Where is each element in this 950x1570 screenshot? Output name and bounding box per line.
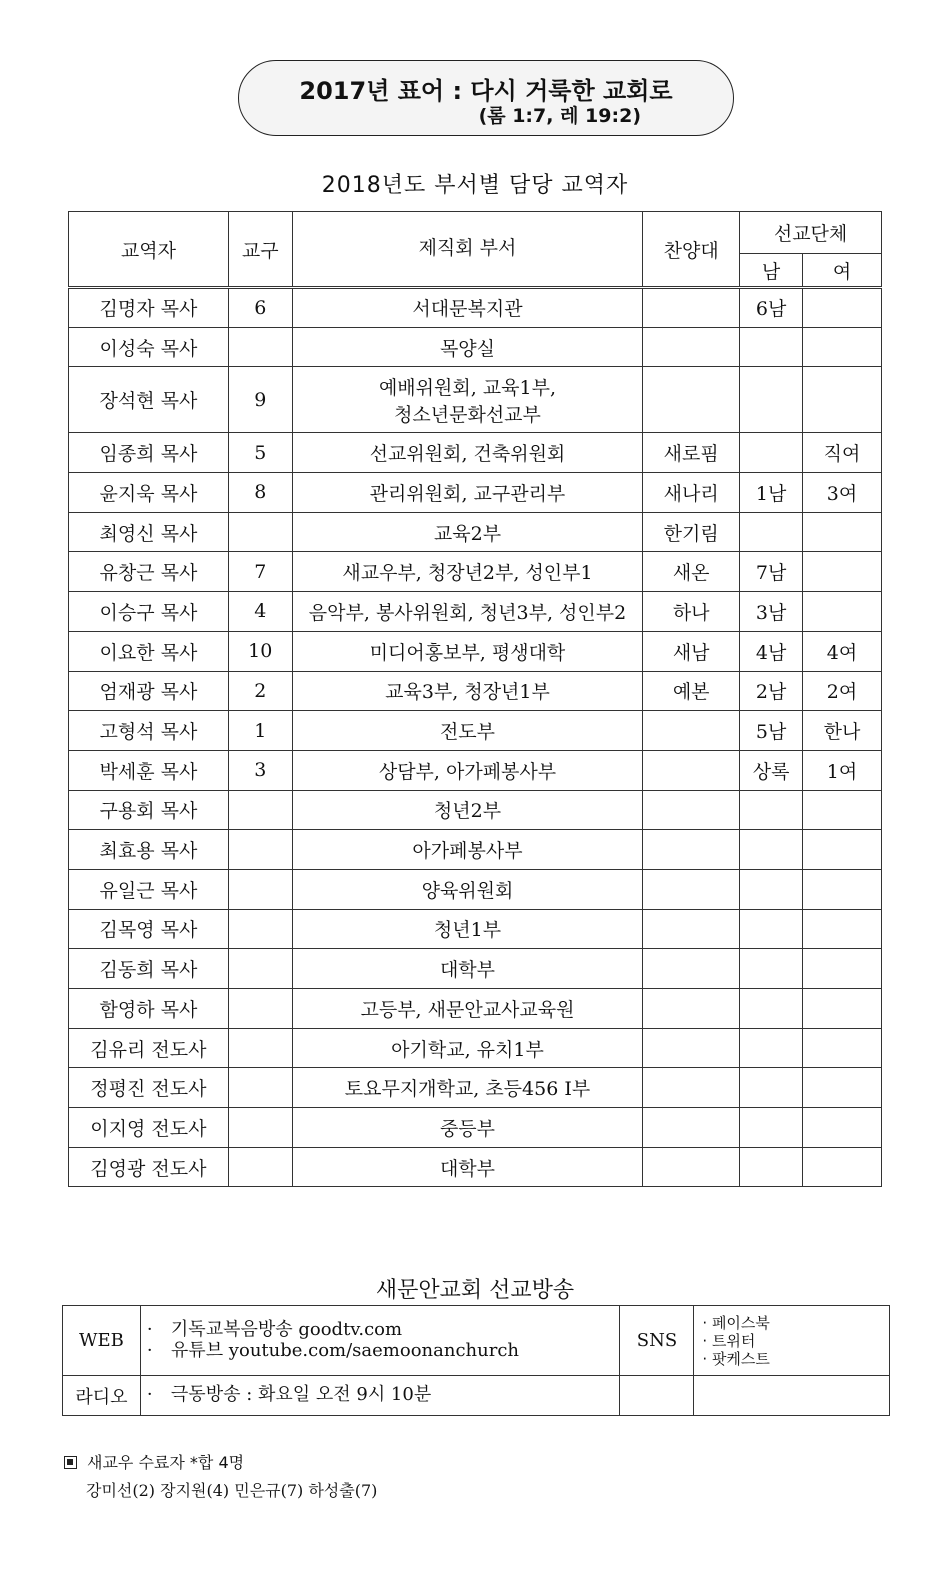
broadcast-radio-row [63, 1376, 890, 1416]
note-names: 강미선(2) 장지원(4) 민은규(7) 하성출(7) [86, 1481, 378, 1500]
female-cell [803, 592, 882, 632]
female-cell [803, 790, 882, 830]
district-cell: 10 [228, 631, 292, 671]
table-row [69, 989, 882, 1029]
district-cell: 1 [228, 711, 292, 751]
header-district: 교구 [228, 212, 292, 288]
department-cell [292, 367, 643, 433]
motto-banner [238, 60, 734, 136]
department-cell: 관리위원회, 교구관리부 [292, 473, 643, 513]
district-cell [228, 1028, 292, 1068]
table-row [69, 433, 882, 473]
male-cell: 상록 [740, 750, 803, 790]
minister-name: 임종희 목사 [69, 433, 229, 473]
table-row [69, 711, 882, 751]
male-cell [740, 327, 803, 367]
district-cell [228, 1068, 292, 1108]
female-cell [803, 367, 882, 433]
male-cell [740, 949, 803, 989]
table-row [69, 949, 882, 989]
table-row [69, 512, 882, 552]
choir-cell: 하나 [643, 592, 740, 632]
table-row [69, 671, 882, 711]
choir-cell [643, 750, 740, 790]
empty-cell [620, 1376, 694, 1416]
table-row [69, 1028, 882, 1068]
minister-name: 김유리 전도사 [69, 1028, 229, 1068]
choir-cell [643, 949, 740, 989]
male-cell: 6남 [740, 288, 803, 328]
choir-cell [643, 909, 740, 949]
department-cell: 청년2부 [292, 790, 643, 830]
department-cell: 청년1부 [292, 909, 643, 949]
sns-label: SNS [620, 1306, 694, 1376]
district-cell: 4 [228, 592, 292, 632]
district-cell [228, 327, 292, 367]
choir-cell: 새나리 [643, 473, 740, 513]
choir-cell: 새로핌 [643, 433, 740, 473]
female-cell [803, 1028, 882, 1068]
choir-cell [643, 711, 740, 751]
new-member-note [64, 1450, 244, 1473]
choir-cell [643, 288, 740, 328]
male-cell [740, 367, 803, 433]
header-male: 남 [740, 254, 803, 288]
department-cell: 대학부 [292, 949, 643, 989]
choir-cell [643, 790, 740, 830]
department-cell: 아가페봉사부 [292, 830, 643, 870]
broadcast-web-row [63, 1306, 890, 1376]
motto-text: 2017년 표어 : 다시 거룩한 교회로 [299, 77, 673, 105]
male-cell [740, 830, 803, 870]
department-cell: 서대문복지관 [292, 288, 643, 328]
female-cell [803, 552, 882, 592]
district-cell: 3 [228, 750, 292, 790]
department-line-1: 예배위원회, 교육1부, [378, 376, 556, 399]
web-label: WEB [63, 1306, 141, 1376]
choir-cell [643, 1108, 740, 1148]
department-cell: 중등부 [292, 1108, 643, 1148]
minister-name: 윤지욱 목사 [69, 473, 229, 513]
district-cell: 2 [228, 671, 292, 711]
minister-name: 최효용 목사 [69, 830, 229, 870]
table-row [69, 552, 882, 592]
female-cell: 한나 [803, 711, 882, 751]
table-row [69, 288, 882, 328]
district-cell [228, 512, 292, 552]
header-choir: 찬양대 [643, 212, 740, 288]
choir-cell [643, 989, 740, 1029]
table-row [69, 473, 882, 513]
choir-cell: 예본 [643, 671, 740, 711]
department-line-2: 청소년문화선교부 [394, 403, 541, 426]
sns-list [694, 1306, 890, 1376]
table-row [69, 909, 882, 949]
choir-cell: 새남 [643, 631, 740, 671]
female-cell [803, 1068, 882, 1108]
minister-name: 함영하 목사 [69, 989, 229, 1029]
table-row [69, 830, 882, 870]
department-cell: 전도부 [292, 711, 643, 751]
minister-name: 박세훈 목사 [69, 750, 229, 790]
district-cell [228, 1108, 292, 1148]
table-row [69, 631, 882, 671]
minister-name: 장석현 목사 [69, 367, 229, 433]
minister-name: 이승구 목사 [69, 592, 229, 632]
male-cell [740, 1108, 803, 1148]
department-cell: 목양실 [292, 327, 643, 367]
female-cell [803, 1147, 882, 1187]
minister-name: 고형석 목사 [69, 711, 229, 751]
male-cell [740, 1147, 803, 1187]
choir-cell [643, 327, 740, 367]
sns-item: · 팟케스트 [702, 1349, 770, 1368]
department-cell: 교육3부, 청장년1부 [292, 671, 643, 711]
minister-name: 이요한 목사 [69, 631, 229, 671]
male-cell [740, 433, 803, 473]
female-cell [803, 989, 882, 1029]
male-cell: 4남 [740, 631, 803, 671]
male-cell: 1남 [740, 473, 803, 513]
female-cell [803, 909, 882, 949]
female-cell: 4여 [803, 631, 882, 671]
table-row [69, 750, 882, 790]
district-cell [228, 1147, 292, 1187]
department-cell: 양육위원회 [292, 869, 643, 909]
male-cell: 2남 [740, 671, 803, 711]
radio-info: · 극동방송 : 화요일 오전 9시 10분 [140, 1376, 620, 1416]
department-cell: 새교우부, 청장년2부, 성인부1 [292, 552, 643, 592]
choir-cell [643, 1068, 740, 1108]
minister-name: 유창근 목사 [69, 552, 229, 592]
district-cell [228, 790, 292, 830]
choir-cell: 한기림 [643, 512, 740, 552]
table-row [69, 367, 882, 433]
table-row [69, 327, 882, 367]
department-cell: 아기학교, 유치1부 [292, 1028, 643, 1068]
table-title: 2018년도 부서별 담당 교역자 [321, 173, 629, 198]
web-list [140, 1306, 620, 1376]
broadcast-table [62, 1305, 890, 1416]
table-row [69, 869, 882, 909]
web-item: · 유튜브 youtube.com/saemoonanchurch [146, 1339, 520, 1361]
note-title: 새교우 수료자 *합 4명 [87, 1453, 245, 1472]
department-cell: 토요무지개학교, 초등456 Ⅰ부 [292, 1068, 643, 1108]
table-row [69, 1108, 882, 1148]
minister-name: 김목영 목사 [69, 909, 229, 949]
table-row [69, 1147, 882, 1187]
female-cell: 2여 [803, 671, 882, 711]
district-cell [228, 949, 292, 989]
department-cell: 미디어홍보부, 평생대학 [292, 631, 643, 671]
male-cell: 5남 [740, 711, 803, 751]
district-cell [228, 830, 292, 870]
bullet-icon: · [146, 1384, 153, 1406]
bullet-icon: · [146, 1339, 153, 1361]
district-cell [228, 909, 292, 949]
department-cell: 교육2부 [292, 512, 643, 552]
male-cell [740, 1028, 803, 1068]
minister-name: 엄재광 목사 [69, 671, 229, 711]
empty-cell [694, 1376, 890, 1416]
minister-name: 김명자 목사 [69, 288, 229, 328]
female-cell [803, 512, 882, 552]
header-department: 제직회 부서 [292, 212, 643, 288]
minister-name: 구용회 목사 [69, 790, 229, 830]
minister-name: 이성숙 목사 [69, 327, 229, 367]
female-cell: 3여 [803, 473, 882, 513]
choir-cell [643, 869, 740, 909]
male-cell [740, 512, 803, 552]
ministers-table [68, 211, 882, 1187]
minister-name: 이지영 전도사 [69, 1108, 229, 1148]
minister-name: 김동희 목사 [69, 949, 229, 989]
male-cell [740, 790, 803, 830]
male-cell [740, 869, 803, 909]
district-cell: 6 [228, 288, 292, 328]
web-item: · 기독교복음방송 goodtv.com [146, 1318, 403, 1340]
motto-reference: (롬 1:7, 레 19:2) [478, 105, 641, 127]
female-cell [803, 949, 882, 989]
female-cell: 직여 [803, 433, 882, 473]
female-cell [803, 327, 882, 367]
square-bullet-icon [64, 1456, 77, 1469]
male-cell [740, 1068, 803, 1108]
district-cell [228, 989, 292, 1029]
minister-name: 김영광 전도사 [69, 1147, 229, 1187]
bullet-icon: · [146, 1318, 153, 1340]
district-cell: 9 [228, 367, 292, 433]
department-cell: 음악부, 봉사위원회, 청년3부, 성인부2 [292, 592, 643, 632]
district-cell: 7 [228, 552, 292, 592]
table-row [69, 1068, 882, 1108]
female-cell [803, 869, 882, 909]
table-row [69, 592, 882, 632]
header-female: 여 [803, 254, 882, 288]
department-cell: 고등부, 새문안교사교육원 [292, 989, 643, 1029]
district-cell [228, 869, 292, 909]
header-minister: 교역자 [69, 212, 229, 288]
choir-cell [643, 1147, 740, 1187]
female-cell [803, 1108, 882, 1148]
district-cell: 5 [228, 433, 292, 473]
female-cell [803, 288, 882, 328]
sns-item: · 페이스북 [702, 1313, 770, 1332]
female-cell: 1여 [803, 750, 882, 790]
male-cell: 7남 [740, 552, 803, 592]
male-cell: 3남 [740, 592, 803, 632]
choir-cell: 새온 [643, 552, 740, 592]
header-mission-group: 선교단체 [740, 212, 882, 254]
choir-cell [643, 1028, 740, 1068]
minister-name: 최영신 목사 [69, 512, 229, 552]
table-row [69, 790, 882, 830]
minister-name: 유일근 목사 [69, 869, 229, 909]
choir-cell [643, 830, 740, 870]
male-cell [740, 909, 803, 949]
broadcast-title: 새문안교회 선교방송 [375, 1278, 575, 1303]
district-cell: 8 [228, 473, 292, 513]
sns-item: · 트위터 [702, 1331, 756, 1350]
choir-cell [643, 367, 740, 433]
radio-label: 라디오 [63, 1376, 141, 1416]
female-cell [803, 830, 882, 870]
department-cell: 상담부, 아가페봉사부 [292, 750, 643, 790]
minister-name: 정평진 전도사 [69, 1068, 229, 1108]
department-cell: 선교위원회, 건축위원회 [292, 433, 643, 473]
department-cell: 대학부 [292, 1147, 643, 1187]
male-cell [740, 989, 803, 1029]
